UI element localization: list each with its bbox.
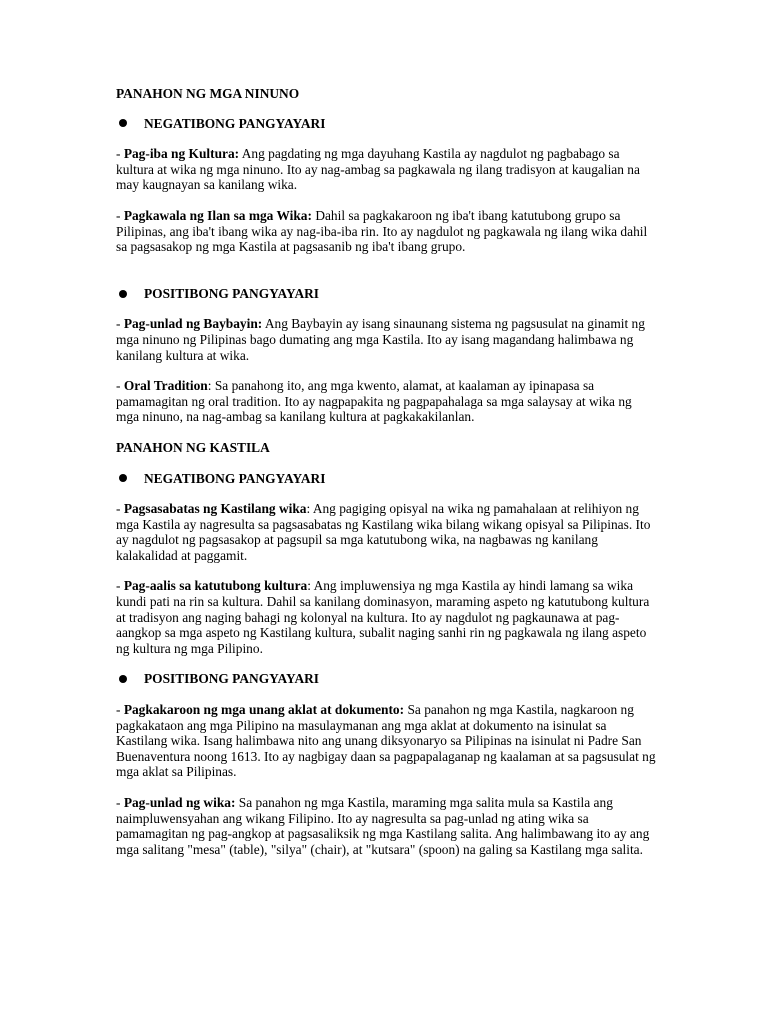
document-page xyxy=(116,86,656,857)
paragraph-term: Oral Tradition xyxy=(123,378,208,394)
paragraph-text: Ang pagdating ng mga dayuhang Kastila ay nagdulot ng pagbabago sa kultura at wika ng mga ninuno. Ito ay nag-ambag sa pagkawala ng ilang tradisyon at kaugalian na may kaugnayan sa kanilang wika. xyxy=(116,146,640,193)
paragraph-text: : Ang pagiging opisyal na wika ng pamahalaan at relihiyon ng mga Kastila ay nagresulta sa pagsasabatas ng Kastilang wika bilang wikang opisyal sa Pilipinas. Ito ay nagdulot ng pagsasakop at pagsupil sa mga katutubong wika, na nagbawas ng kanilang kalakalidad at paggamit. xyxy=(116,501,651,563)
paragraph-term: Pag-unlad ng Baybayin: xyxy=(123,316,263,332)
paragraph-term: Pagkawala ng Ilan sa mga Wika: xyxy=(123,207,312,223)
paragraph-text: Sa panahon ng mga Kastila, maraming mga salita mula sa Kastila ang naimpluwensyahan ang wikang Filipino. Ito ay nagresulta sa pag-unlad ng ating wika sa pamamagitan ng pag-angkop at pagsasaliksik ng mga Kastilang salita. Ang halimbawang ito ay ang mga salitang "mesa" (table), "silya" (chair), at "kutsara" (spoon) na galing sa Kastilang mga salita. xyxy=(116,795,650,857)
paragraph-term: Pagkakaroon ng mga unang aklat at dokumento: xyxy=(123,702,405,718)
paragraph: - Pagsasabatas ng Kastilang wika: Ang pagiging opisyal na wika ng pamahalaan at relihiyon ng mga Kastila ay nagresulta sa pagsasabatas ng Kastilang wika bilang wikang opisyal sa Pilipinas. Ito ay nagdulot ng pagsasakop at pagsupil sa mga katutubong wika, na nagbawas ng kanilang kalakalidad at paggamit. xyxy=(116,501,651,563)
bullet-icon xyxy=(119,474,127,482)
paragraph-term: Pagsasabatas ng Kastilang wika xyxy=(123,501,307,517)
section-title: PANAHON NG KASTILA xyxy=(116,439,270,455)
subheading-label: POSITIBONG PANGYAYARI xyxy=(144,285,319,301)
paragraph: - Pagkawala ng Ilan sa mga Wika: Dahil sa pagkakaroon ng iba't ibang katutubong grupo sa Pilipinas, ang iba't ibang wika ay nag-iba-iba rin. Ito ay nagdulot ng pagkawala ng ilang wika dahil sa pagsasakop ng mga Kastila at pagsasanib ng iba't ibang grupo. xyxy=(116,207,648,255)
bullet-icon xyxy=(119,675,127,683)
subheading-positive xyxy=(116,286,656,302)
paragraph-text: : Sa panahong ito, ang mga kwento, alamat, at kaalaman ay ipinapasa sa pamamagitan ng oral tradition. Ito ay nagpapakita ng pagpapahalaga sa mga salaysay at wika ng mga ninuno, na nag-ambag sa kanilang kultura at pagkakakilanlan. xyxy=(116,378,632,425)
paragraph: - Pag-unlad ng wika: Sa panahon ng mga Kastila, maraming mga salita mula sa Kastila ang naimpluwensyahan ang wikang Filipino. Ito ay nagresulta sa pag-unlad ng ating wika sa pamamagitan ng pag-angkop at pagsasaliksik ng mga Kastilang salita. Ang halimbawang ito ay ang mga salitang "mesa" (table), "silya" (chair), at "kutsara" (spoon) na galing sa Kastilang mga salita. xyxy=(116,795,650,857)
paragraph: - Pagkakaroon ng mga unang aklat at dokumento: Sa panahon ng mga Kastila, nagkaroon ng pagkakataon ang mga Pilipino na masulaymanan ang mga aklat at dokumento na isinulat sa Kastilang wika. Isang halimbawa nito ang unang diksyonaryo sa Pilipinas na isinulat ni Padre San Buenaventura noong 1613. Ito ay nagbigay daan sa pagpapalaganap ng kaalaman at sa pagsusulat ng mga aklat sa Pilipinas. xyxy=(116,702,656,780)
section-title: PANAHON NG MGA NINUNO xyxy=(116,86,300,101)
subheading-label: NEGATIBONG PANGYAYARI xyxy=(144,115,326,131)
subheading-label: POSITIBONG PANGYAYARI xyxy=(144,671,319,687)
bullet-icon xyxy=(119,290,127,298)
paragraph: - Oral Tradition: Sa panahong ito, ang mga kwento, alamat, at kaalaman ay ipinapasa sa pamamagitan ng oral tradition. Ito ay nagpapakita ng pagpapahalaga sa mga salaysay at wika ng mga ninuno, na nag-ambag sa kanilang kultura at pagkakakilanlan. xyxy=(116,378,632,425)
subheading-negative xyxy=(116,471,656,487)
bullet-icon xyxy=(119,119,127,127)
paragraph-term: Pag-aalis sa katutubong kultura xyxy=(123,578,308,594)
paragraph: - Pag-iba ng Kultura: Ang pagdating ng mga dayuhang Kastila ay nagdulot ng pagbabago sa kultura at wika ng mga ninuno. Ito ay nag-ambag sa pagkawala ng ilang tradisyon at kaugalian na may kaugnayan sa kanilang wika. xyxy=(116,146,640,193)
paragraph: - Pag-aalis sa katutubong kultura: Ang impluwensiya ng mga Kastila ay hindi lamang sa wika kundi pati na rin sa kultura. Dahil sa kanilang dominasyon, maraming aspeto ng katutubong kultura at tradisyon ang naging bahagi ng kolonyal na kultura. Ito ay nagdulot ng pagkaunawa at pag-aangkop sa mga aspeto ng Kastilang kultura, subalit naging sanhi rin ng pagkawala ng ilang aspeto ng kultura ng mga Pilipino. xyxy=(116,578,650,656)
paragraph-text: Dahil sa pagkakaroon ng iba't ibang katutubong grupo sa Pilipinas, ang iba't ibang wika ay nag-iba-iba rin. Ito ay nagdulot ng pagkawala ng ilang wika dahil sa pagsasakop ng mga Kastila at pagsasanib ng iba't ibang grupo. xyxy=(116,207,648,255)
subheading-label: NEGATIBONG PANGYAYARI xyxy=(144,470,326,486)
subheading-positive xyxy=(116,671,656,687)
subheading-negative xyxy=(116,116,656,132)
paragraph-term: Pag-unlad ng wika: xyxy=(123,795,236,810)
paragraph-term: Pag-iba ng Kultura: xyxy=(123,146,240,162)
paragraph-text: Sa panahon ng mga Kastila, nagkaroon ng pagkakataon ang mga Pilipino na masulaymanan ang mga aklat at dokumento na isinulat sa Kastilang wika. Isang halimbawa nito ang unang diksyonaryo sa Pilipinas na isinulat ni Padre San Buenaventura noong 1613. Ito ay nagbigay daan sa pagpapalaganap ng kaalaman at sa pagsusulat ng mga aklat sa Pilipinas. xyxy=(116,702,656,780)
paragraph: - Pag-unlad ng Baybayin: Ang Baybayin ay isang sinaunang sistema ng pagsusulat na ginamit ng mga ninuno ng Pilipinas bago dumating ang mga Kastila. Ito ay isang magandang halimbawa ng kanilang kultura at wika. xyxy=(116,316,645,363)
paragraph-text: : Ang impluwensiya ng mga Kastila ay hindi lamang sa wika kundi pati na rin sa kultura. Dahil sa kanilang dominasyon, maraming aspeto ng katutubong kultura at tradisyon ang naging bahagi ng kolonyal na kultura. Ito ay nagdulot ng pagkaunawa at pag-aangkop sa mga aspeto ng Kastilang kultura, subalit naging sanhi rin ng pagkawala ng ilang aspeto ng kultura ng mga Pilipino. xyxy=(116,578,650,656)
paragraph-text: Ang Baybayin ay isang sinaunang sistema ng pagsusulat na ginamit ng mga ninuno ng Pilipinas bago dumating ang mga Kastila. Ito ay isang magandang halimbawa ng kanilang kultura at wika. xyxy=(116,316,645,363)
